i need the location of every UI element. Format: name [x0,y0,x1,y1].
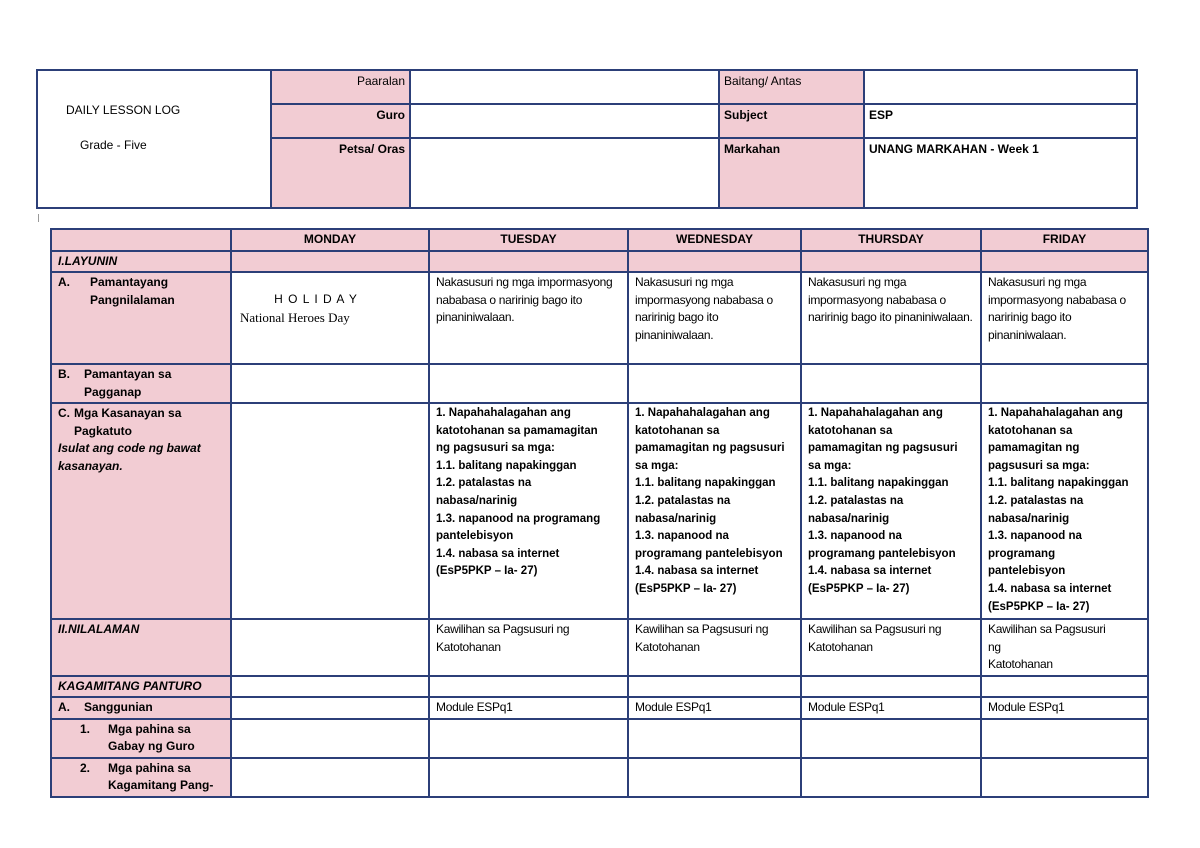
cell[interactable] [801,719,981,758]
kasanayan-label-cell [51,403,231,619]
lesson-header-table [36,69,1138,209]
kasanayan-line: katotohanan sa [808,424,893,437]
cell[interactable] [628,719,801,758]
log-title: DAILY LESSON LOG [66,103,181,117]
wednesday-kasanayan[interactable] [628,403,801,619]
pamantayan-letter: B. [58,367,70,381]
cell[interactable] [231,719,429,758]
kasanayan-line: (EsP5PKP – Ia- 27) [808,582,910,595]
nilalaman-line: Katotohanan [436,639,501,654]
cell[interactable] [429,676,628,698]
cell[interactable] [429,758,628,797]
kasanayan-line: katotohanan sa [635,424,720,437]
nilalaman-line: Katotohanan [808,639,873,654]
cell[interactable] [628,758,801,797]
subject-field[interactable]: ESP [864,104,1137,138]
kasanayan-line: nabasa/narinig [808,512,890,525]
corner-cell [51,229,231,251]
kasanayan-line: (EsP5PKP – Ia- 27) [988,600,1090,613]
kasanayan-label: Mga Kasanayan sa Pagkatuto [74,406,182,438]
kasanayan-line: 1. Napahahalagahan ang [988,407,1123,419]
sanggunian-label: Sanggunian [84,700,153,714]
cell[interactable] [801,251,981,273]
petsa-field[interactable] [410,138,719,208]
pahina2-label-cell [51,758,231,797]
sanggunian-label-cell [51,697,231,719]
kasanayan-line: 1.3. napanood na [808,530,902,543]
nilalaman-line: Kawilihan sa Pagsusuri ng [635,622,769,636]
markahan-label: Markahan [719,138,864,208]
holiday-text: H O L I D A Y [274,292,358,306]
cell[interactable] [429,364,628,403]
pahina2-label: Mga pahina sa Kagamitang Pang- [108,760,214,792]
kasanayan-line: nabasa/narinig [988,512,1070,525]
cell[interactable] [981,251,1148,273]
cell[interactable] [801,758,981,797]
kasanayan-letter: C. [58,406,70,420]
thursday-kasanayan[interactable] [801,403,981,619]
pamantayan-label: Pamantayan sa Pagganap [84,367,172,399]
day-header-thursday: THURSDAY [801,229,981,251]
petsa-label: Petsa/ Oras [271,138,410,208]
nilalaman-line: Kawilihan sa Pagsusuri [988,622,1106,636]
kasanayan-line: 1.2. patalastas na [988,494,1084,507]
guro-label: Guro [271,104,410,138]
baitang-field[interactable] [864,70,1137,104]
kasanayan-line: 1.1. balitang napakinggan [808,477,949,490]
cell[interactable] [981,719,1148,758]
kasanayan-line: pantelebisyon [988,565,1066,578]
pamantayang-label-cell [51,272,231,364]
day-header-monday: MONDAY [231,229,429,251]
nilalaman-line: Katotohanan [988,657,1053,671]
pahina1-number: 1. [80,721,91,736]
day-header-friday: FRIDAY [981,229,1148,251]
cell[interactable] [981,758,1148,797]
friday-kasanayan[interactable] [981,403,1148,619]
day-header-tuesday: TUESDAY [429,229,628,251]
kasanayan-line: 1.2. patalastas na [436,477,532,490]
kasanayan-line: nabasa/narinig [436,494,518,507]
kasanayan-line: 1.1. balitang napakinggan [635,477,776,490]
thursday-pamantayang[interactable]: Nakasusuri ng mga impormasyong nababasa o naririnig bago ito pinaniniwalaan. [801,272,981,364]
thursday-nilalaman[interactable] [801,619,981,676]
kasanayan-line: 1.3. napanood na [988,530,1082,543]
kasanayan-line: 1. Napahahalagahan ang [635,407,770,419]
sanggunian-letter: A. [58,700,70,714]
cell[interactable] [231,697,429,719]
kasanayan-line: ng pagsusuri sa mga: [436,442,555,455]
kasanayan-line: 1.2. patalastas na [808,494,904,507]
cell[interactable] [981,364,1148,403]
wednesday-nilalaman[interactable] [628,619,801,676]
nilalaman-line: Kawilihan sa Pagsusuri ng [436,622,570,636]
cell[interactable] [231,619,429,676]
kasanayan-line: programang pantelebisyon [635,547,783,560]
kasanayan-line: 1.1. balitang napakinggan [436,459,577,472]
holiday-name: National Heroes Day [240,309,350,325]
tuesday-nilalaman[interactable] [429,619,628,676]
paaralan-label: Paaralan [271,70,410,104]
guro-field[interactable] [410,104,719,138]
nilalaman-heading: II.NILALAMAN [51,619,231,676]
cell[interactable] [231,758,429,797]
kasanayan-line: 1.4. nabasa sa internet [635,565,759,578]
pamantayang-letter: A. [58,275,70,289]
tuesday-kasanayan[interactable] [429,403,628,619]
pahina2-number: 2. [80,760,91,775]
kasanayan-line: (EsP5PKP – Ia- 27) [635,582,737,595]
tuesday-pamantayang[interactable]: Nakasusuri ng mga impormasyong nababasa o naririnig bago ito pinaniniwalaan. [429,272,628,364]
baitang-label: Baitang/ Antas [719,70,864,104]
nilalaman-line: Kawilihan sa Pagsusuri ng [808,622,942,636]
pamantayan-label-cell [51,364,231,403]
pamantayang-label: Pamantayang Pangnilalaman [90,275,175,307]
kasanayan-line: 1. Napahahalagahan ang katotohanan sa pamamagitan [436,407,598,437]
kasanayan-line: 1. Napahahalagahan ang [808,407,943,419]
cell[interactable] [429,251,628,273]
cell[interactable] [231,251,429,273]
kasanayan-line: katotohanan sa [988,424,1073,437]
cell[interactable] [801,364,981,403]
wednesday-sanggunian[interactable]: Module ESPq1 [628,697,801,719]
title-cell [37,70,271,208]
kasanayan-line: 1.4. nabasa sa internet [436,547,560,560]
kasanayan-line: 1.4. nabasa sa internet [808,565,932,578]
kasanayan-note: Isulat ang code ng bawat kasanayan. [58,441,201,473]
kasanayan-line: sa mga: [808,459,852,472]
friday-sanggunian[interactable]: Module ESPq1 [981,697,1148,719]
kagamitan-heading: KAGAMITANG PANTURO [51,676,231,698]
kasanayan-line: sa mga: [635,459,679,472]
monday-holiday-cell[interactable] [231,272,429,364]
cell[interactable] [628,676,801,698]
kasanayan-line: programang pantelebisyon [808,547,956,560]
layunin-heading: I.LAYUNIN [51,251,231,273]
tuesday-sanggunian[interactable]: Module ESPq1 [429,697,628,719]
kasanayan-line: 1.1. balitang napakinggan [988,477,1129,490]
kasanayan-line: 1.4. nabasa sa internet [988,582,1112,595]
markahan-field[interactable]: UNANG MARKAHAN - Week 1 [864,138,1137,208]
page-marker [38,214,40,222]
wednesday-pamantayang[interactable]: Nakasusuri ng mga impormasyong nababasa o naririnig bago ito pinaniniwalaan. [628,272,801,364]
kasanayan-line: pamamagitan ng pagsusuri [808,442,958,455]
kasanayan-line: nabasa/narinig [635,512,717,525]
grade-label: Grade - Five [80,138,147,152]
kasanayan-line: 1.3. napanood na [635,530,729,543]
kasanayan-line: pantelebisyon [436,530,514,543]
cell[interactable] [981,676,1148,698]
kasanayan-line: (EsP5PKP – Ia- 27) [436,565,538,578]
friday-nilalaman[interactable] [981,619,1148,676]
kasanayan-line: programang [988,547,1056,560]
pahina1-label: Mga pahina sa Gabay ng Guro [108,721,195,753]
day-header-wednesday: WEDNESDAY [628,229,801,251]
daily-log-table [50,228,1149,798]
cell[interactable] [628,251,801,273]
kasanayan-line: pamamagitan ng [988,442,1080,455]
kasanayan-line: pamamagitan ng pagsusuri [635,442,785,455]
paaralan-field[interactable] [410,70,719,104]
kasanayan-line: pagsusuri sa mga: [988,459,1090,472]
cell[interactable] [231,676,429,698]
nilalaman-line: Katotohanan [635,639,700,654]
cell[interactable] [429,719,628,758]
cell[interactable] [628,364,801,403]
kasanayan-line: 1.2. patalastas na [635,494,731,507]
cell[interactable] [231,364,429,403]
friday-pamantayang[interactable]: Nakasusuri ng mga impormasyong nababasa o naririnig bago ito pinaniniwalaan. [981,272,1148,364]
cell[interactable] [801,676,981,698]
thursday-sanggunian[interactable]: Module ESPq1 [801,697,981,719]
subject-label: Subject [719,104,864,138]
cell[interactable] [231,403,429,619]
pahina1-label-cell [51,719,231,758]
nilalaman-line: ng [988,639,1001,654]
kasanayan-line: 1.3. napanood na programang [436,512,601,525]
